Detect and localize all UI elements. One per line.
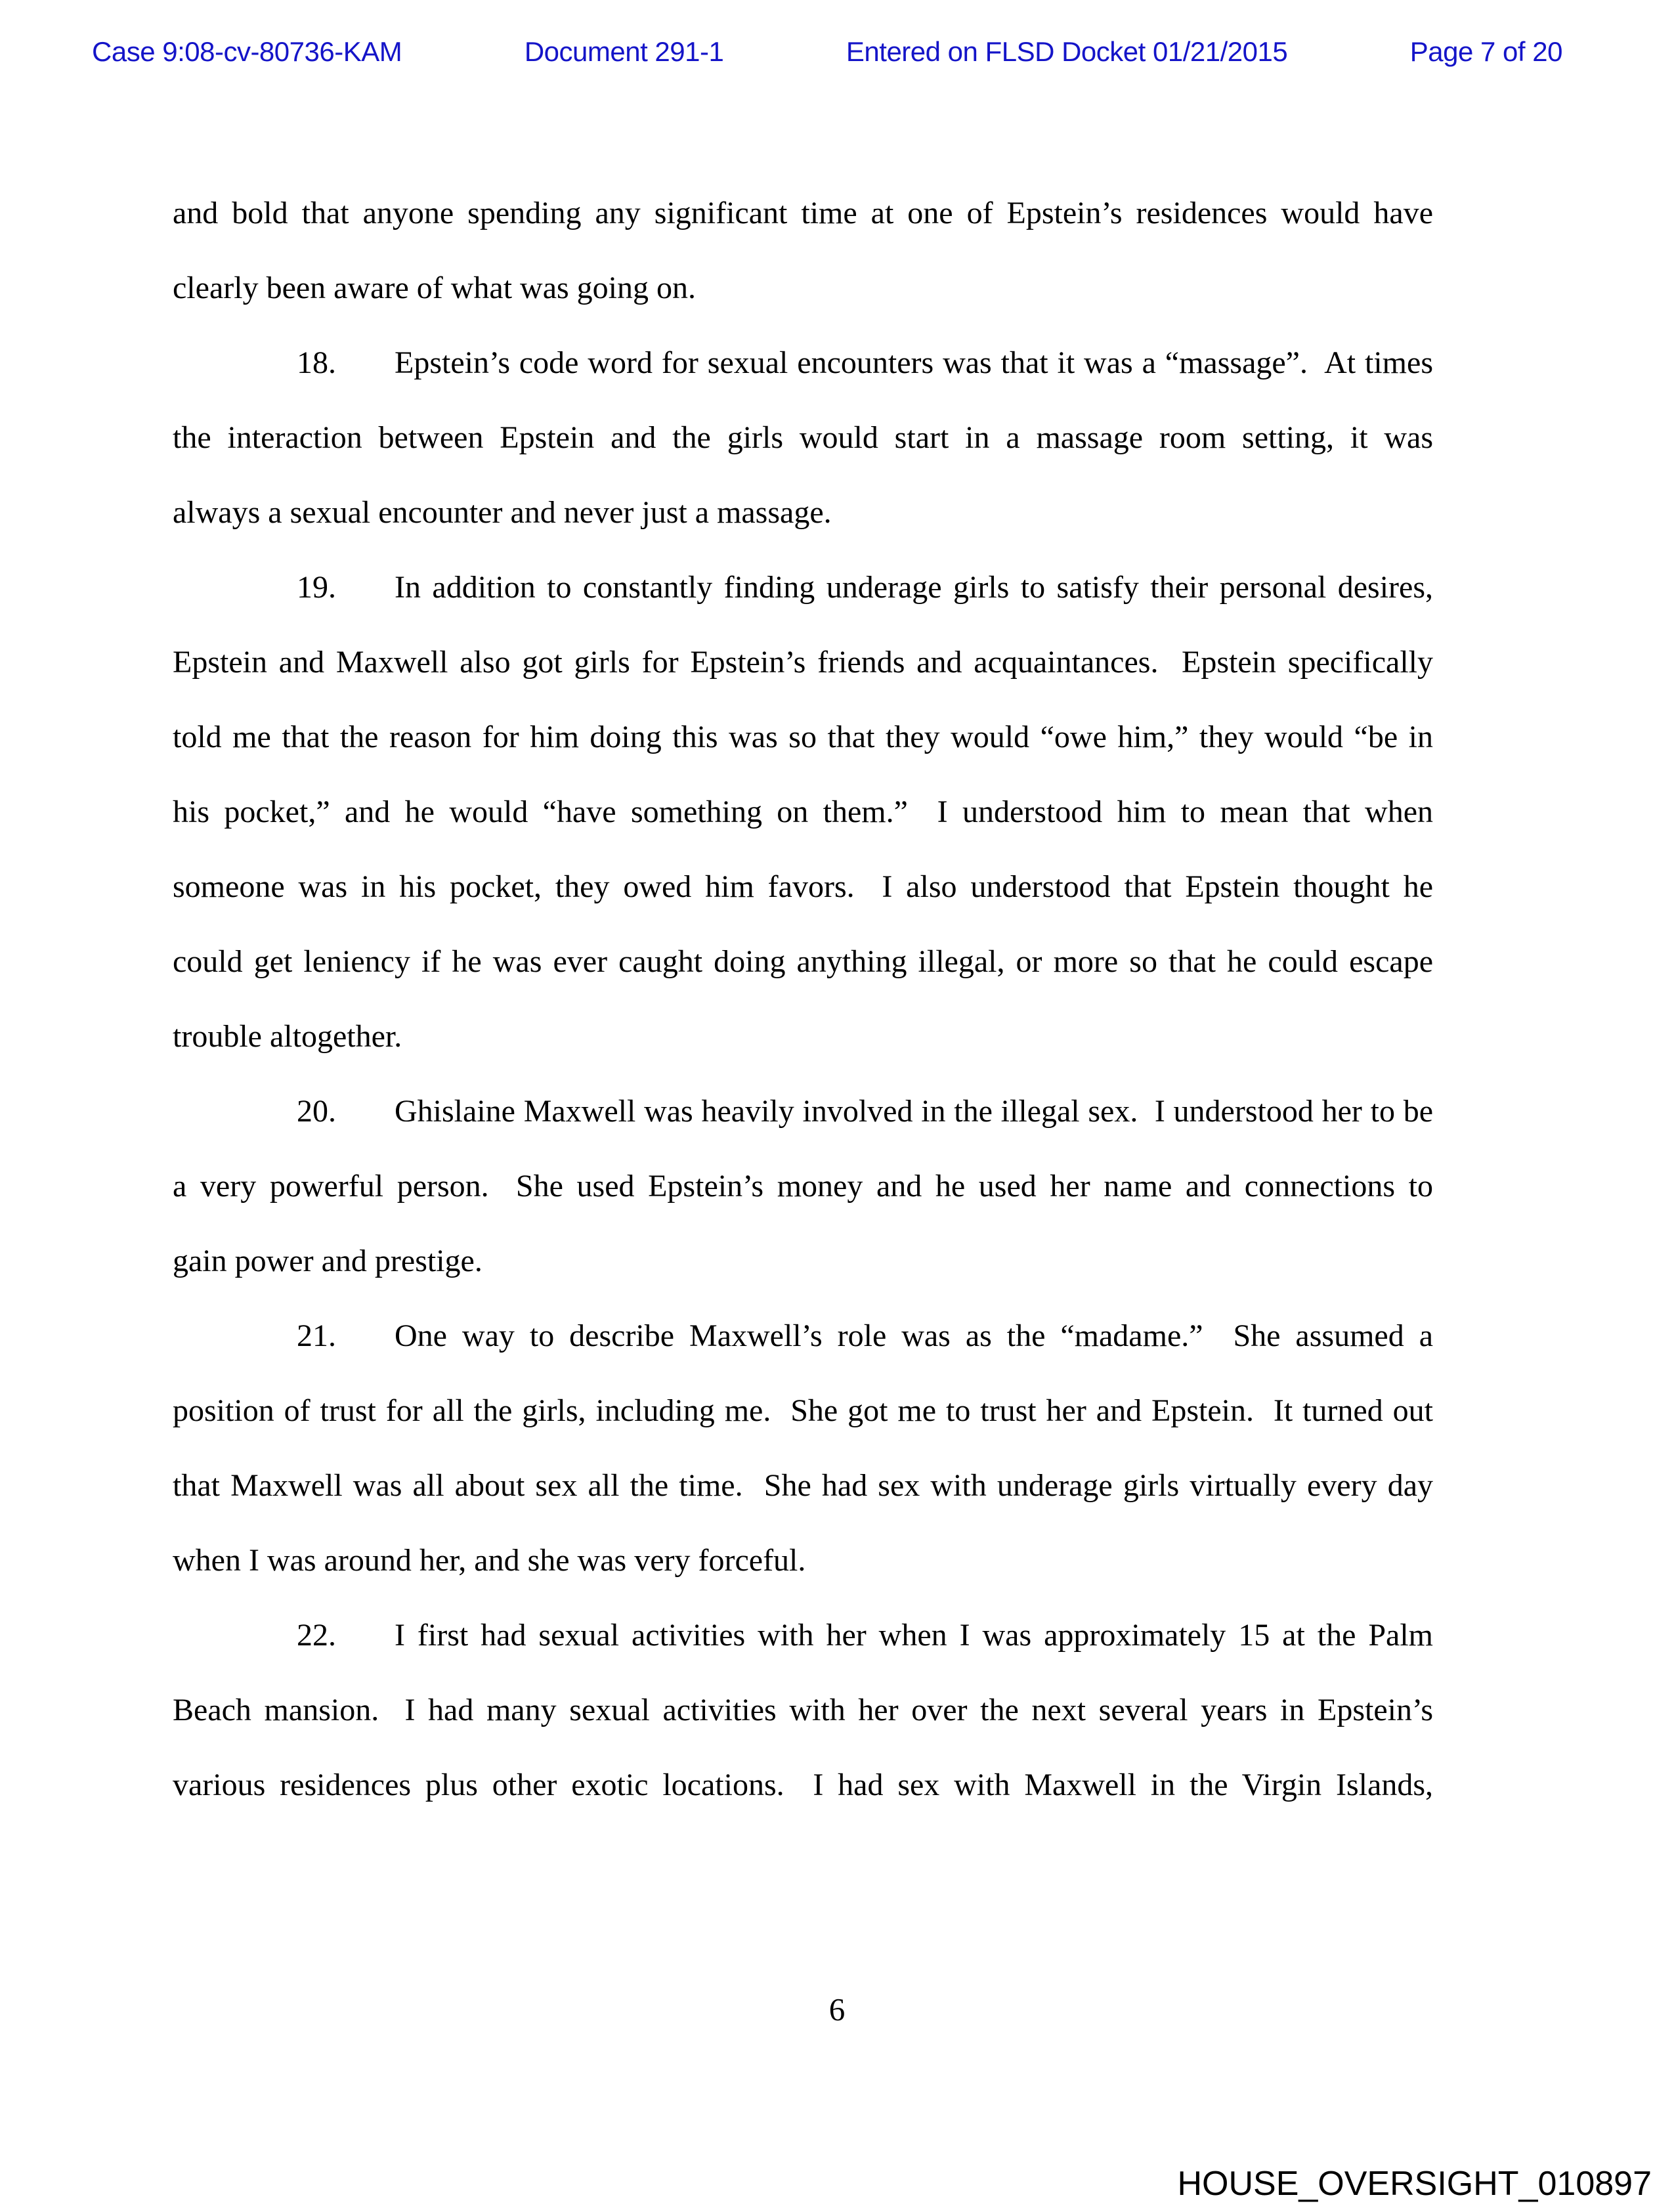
body-line <box>173 999 1433 1074</box>
body-line-text: In addition to constantly finding underage girls to satisfy their personal desires, <box>395 570 1433 605</box>
body-line-text: could get leniency if he was ever caught doing anything illegal, or more so that he could escape <box>173 944 1433 979</box>
body-line-text: always a sexual encounter and never just a massage. <box>173 495 832 530</box>
bates-stamp: HOUSE_OVERSIGHT_010897 <box>1177 2165 1652 2203</box>
body-line <box>173 251 1433 326</box>
page-number: 6 <box>828 1991 846 2028</box>
court-header <box>92 37 1562 67</box>
body-line-text: when I was around her, and she was very forceful. <box>173 1543 806 1578</box>
body-line <box>173 1523 1433 1598</box>
body-line-text: Epstein’s code word for sexual encounters was that it was a “massage”. At times <box>395 345 1433 380</box>
paragraph-number: 22. <box>297 1618 336 1653</box>
body-line <box>173 850 1433 924</box>
body-line-text: that Maxwell was all about sex all the time. She had sex with underage girls virtually every day <box>173 1468 1433 1503</box>
body-line <box>173 1224 1433 1299</box>
docket-entry: Entered on FLSD Docket 01/21/2015 <box>846 36 1288 67</box>
paragraph-number: 18. <box>297 345 336 380</box>
body-line <box>173 1149 1433 1224</box>
body-line-text: trouble altogether. <box>173 1019 402 1054</box>
paragraph-number: 19. <box>297 570 336 605</box>
body-line <box>173 1448 1433 1523</box>
body-line <box>173 1074 1433 1149</box>
body-line-text: the interaction between Epstein and the girls would start in a massage room setting, it was <box>173 420 1433 455</box>
body-line-text: his pocket,” and he would “have something on them.” I understood him to mean that when <box>173 794 1433 829</box>
body-line <box>173 775 1433 850</box>
paragraph-number: 21. <box>297 1318 336 1353</box>
body-line-text: various residences plus other exotic locations. I had sex with Maxwell in the Virgin Islands, <box>173 1767 1433 1802</box>
document-number: Document 291-1 <box>524 36 724 67</box>
paragraph-number: 20. <box>297 1094 336 1129</box>
body-line <box>173 1598 1433 1673</box>
body-line <box>173 924 1433 999</box>
body-line <box>173 326 1433 401</box>
body-line <box>173 625 1433 700</box>
body-line-text: and bold that anyone spending any significant time at one of Epstein’s residences would have <box>173 196 1433 230</box>
body-line-text: told me that the reason for him doing this was so that they would “owe him,” they would “be in <box>173 720 1433 754</box>
body-line <box>173 1748 1433 1823</box>
body-line-text: Ghislaine Maxwell was heavily involved in the illegal sex. I understood her to be <box>395 1094 1433 1129</box>
body-line-text: gain power and prestige. <box>173 1244 483 1278</box>
body-line-text: clearly been aware of what was going on. <box>173 271 697 305</box>
body-line <box>173 401 1433 475</box>
body-line-text: Beach mansion. I had many sexual activities with her over the next several years in Epstein’s <box>173 1693 1433 1727</box>
body-line <box>173 475 1433 550</box>
case-number: Case 9:08-cv-80736-KAM <box>92 36 402 67</box>
body-line-text: Epstein and Maxwell also got girls for Epstein’s friends and acquaintances. Epstein specifically <box>173 645 1433 680</box>
body-line <box>173 700 1433 775</box>
body-line-text: position of trust for all the girls, including me. She got me to trust her and Epstein. It turned out <box>173 1393 1433 1428</box>
body-line-text: someone was in his pocket, they owed him favors. I also understood that Epstein thought he <box>173 869 1433 904</box>
body-line <box>173 1374 1433 1448</box>
body-line-text: One way to describe Maxwell’s role was as the “madame.” She assumed a <box>395 1318 1433 1353</box>
body-line <box>173 1299 1433 1374</box>
body-line-text: a very powerful person. She used Epstein’s money and he used her name and connections to <box>173 1169 1433 1204</box>
declaration-text <box>173 176 1433 1823</box>
body-line <box>173 1673 1433 1748</box>
page-indicator: Page 7 of 20 <box>1409 36 1562 67</box>
body-line-text: I first had sexual activities with her when I was approximately 15 at the Palm <box>395 1618 1433 1653</box>
body-line <box>173 176 1433 251</box>
body-line <box>173 550 1433 625</box>
